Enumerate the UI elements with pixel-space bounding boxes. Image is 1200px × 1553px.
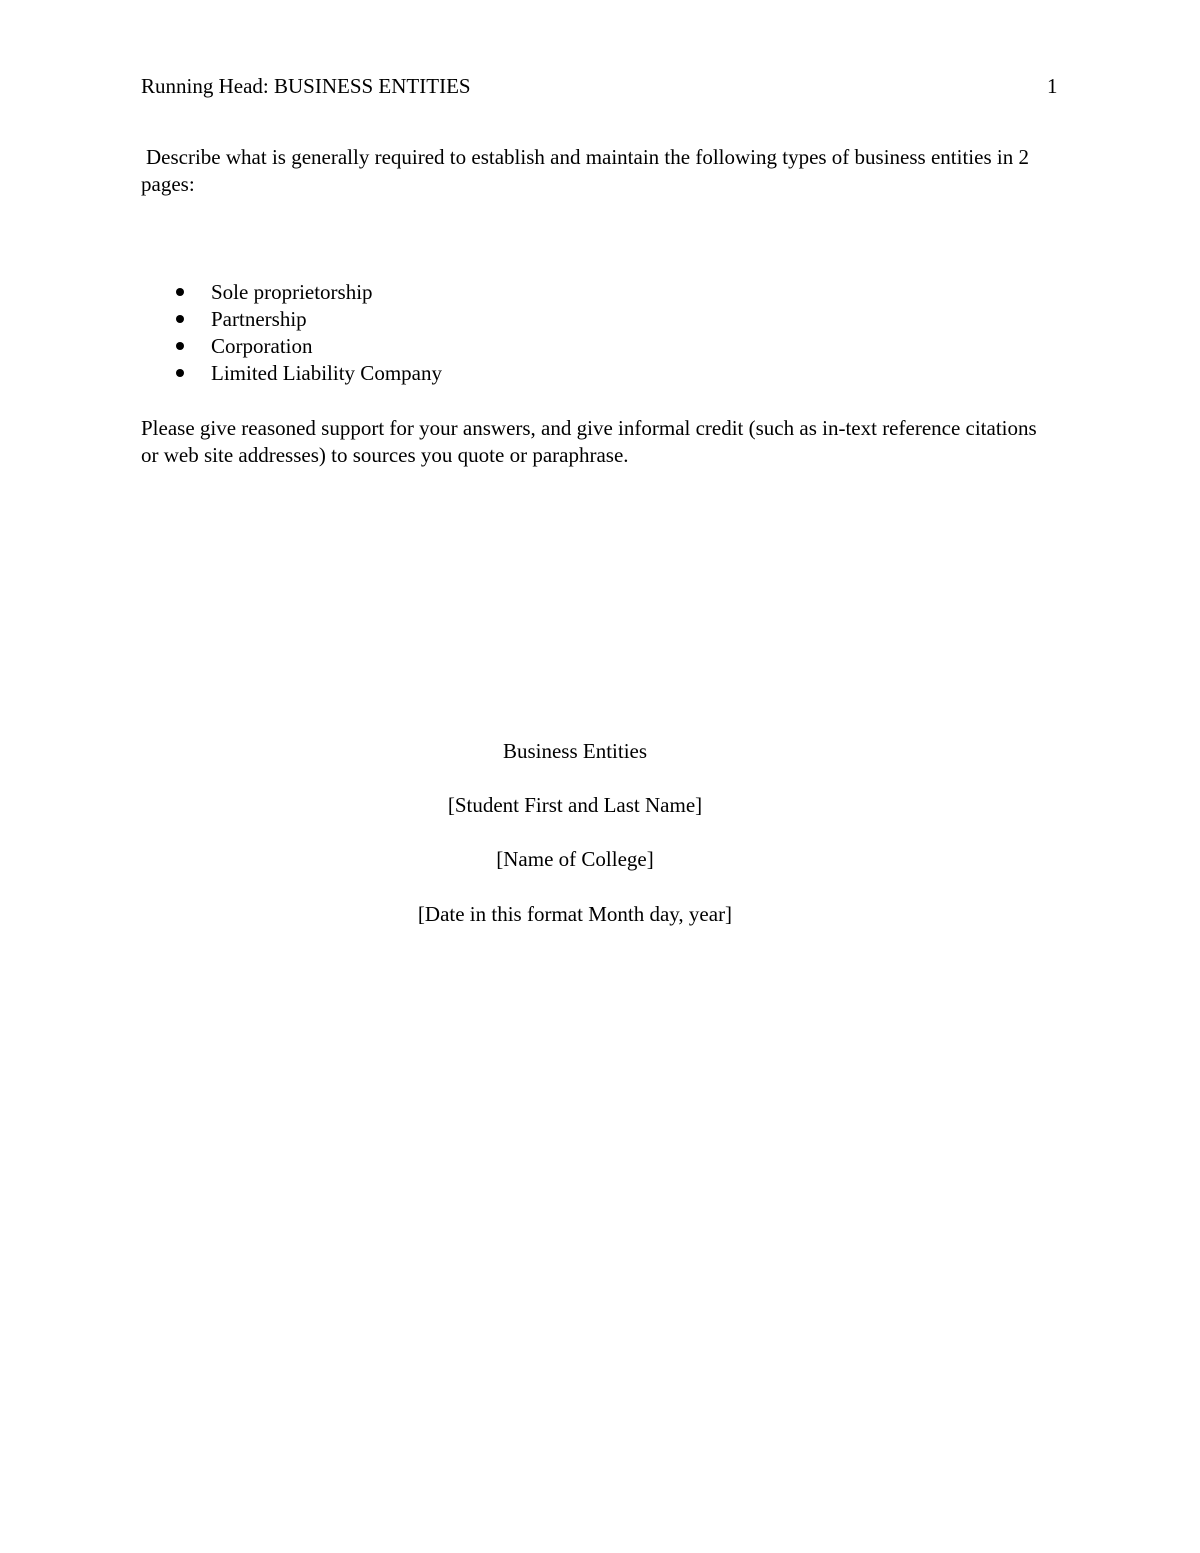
bullet-icon — [176, 315, 184, 323]
paper-title: Business Entities — [502, 739, 648, 763]
instructions-paragraph: Please give reasoned support for your answers, and give informal credit (such as in-text reference citations or web site addresses) to sources you quote or paraphrase. — [141, 416, 1037, 467]
list-item-label: Partnership — [211, 307, 307, 331]
page-number: 1 — [1047, 74, 1058, 98]
running-head: Running Head: BUSINESS ENTITIES — [141, 74, 471, 98]
list-item-label: Limited Liability Company — [211, 361, 442, 385]
list-item — [141, 333, 442, 360]
college-name-placeholder: [Name of College] — [496, 847, 654, 871]
date-placeholder: [Date in this format Month day, year] — [417, 902, 733, 926]
list-item — [141, 360, 442, 387]
list-item — [141, 306, 442, 333]
list-item-label: Corporation — [211, 334, 313, 358]
intro-text: Describe what is generally required to establish and maintain the following types of business entities in 2 pages: — [141, 145, 1029, 196]
bullet-icon — [176, 369, 184, 377]
bullet-icon — [176, 288, 184, 296]
list-item-label: Sole proprietorship — [211, 280, 373, 304]
student-name-placeholder: [Student First and Last Name] — [447, 793, 703, 817]
list-item — [141, 279, 442, 306]
entity-type-list — [141, 279, 442, 387]
bullet-icon — [176, 342, 184, 350]
intro-paragraph — [141, 144, 1041, 198]
